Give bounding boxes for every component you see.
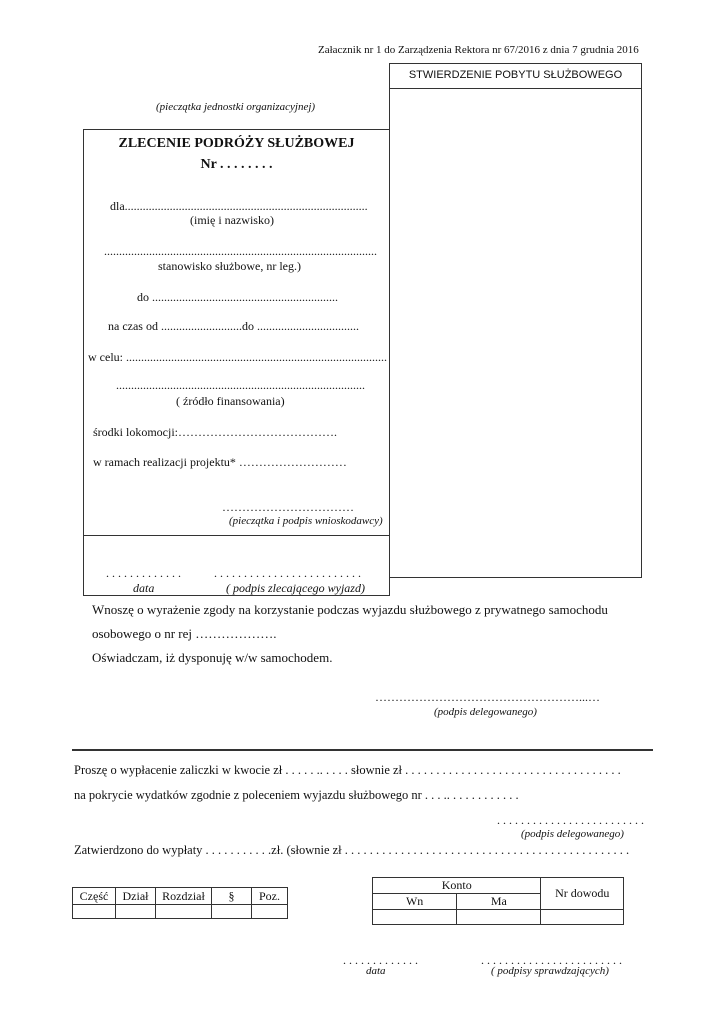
- order-date-caption: data: [133, 581, 155, 595]
- delegate-signature-field[interactable]: ……………………………………………...…: [375, 690, 600, 704]
- issuer-signature-caption: ( podpis zlecającego wyjazd): [226, 581, 365, 595]
- table-cell-division[interactable]: [116, 905, 156, 919]
- table-cell-chapter[interactable]: [156, 905, 212, 919]
- table-cell-item[interactable]: [252, 905, 288, 919]
- position-field[interactable]: ...........................................................................................: [104, 244, 377, 258]
- divider: [389, 88, 642, 89]
- project-field[interactable]: w ramach realizacji projektu* ………………………: [93, 455, 347, 469]
- table-cell-part[interactable]: [73, 905, 116, 919]
- stamp-label: (pieczątka jednostki organizacyjnej): [156, 101, 316, 113]
- applicant-signature-caption: (pieczątka i podpis wnioskodawcy): [229, 515, 383, 527]
- stay-confirmation-box: [389, 63, 642, 578]
- table-cell-paragraph[interactable]: [212, 905, 252, 919]
- traveler-name-field[interactable]: dla.................................................................................: [110, 199, 368, 213]
- funding-field[interactable]: ...................................................................................: [116, 378, 365, 392]
- delegate-signature-caption: (podpis delegowanego): [434, 706, 537, 718]
- consent-line-1: Wnoszę o wyrażenie zgody na korzystanie podczas wyjazdu służbowego z prywatnego samochodu: [92, 602, 608, 617]
- vehicle-registration-field[interactable]: osobowego o nr rej ……………….: [92, 626, 277, 641]
- check-date-field[interactable]: . . . . . . . . . . . . .: [343, 953, 418, 967]
- credit-header: Ma: [457, 894, 541, 910]
- checkers-signature-caption: ( podpisy sprawdzających): [491, 965, 609, 977]
- account-table: [372, 877, 624, 925]
- debit-header: Wn: [373, 894, 457, 910]
- table-header-item: Poz.: [252, 888, 288, 905]
- position-caption: stanowisko służbowe, nr leg.): [158, 259, 301, 273]
- table-header-division: Dział: [116, 888, 156, 905]
- document-number-cell[interactable]: [541, 910, 624, 925]
- order-title: ZLECENIE PODRÓŻY SŁUŻBOWEJ: [118, 136, 355, 151]
- konto-header: Konto: [373, 878, 541, 894]
- consent-statement: Oświadczam, iż dysponuję w/w samochodem.: [92, 650, 333, 665]
- transport-field[interactable]: środki lokomocji:………………………………….: [93, 425, 337, 439]
- credit-cell[interactable]: [457, 910, 541, 925]
- debit-cell[interactable]: [373, 910, 457, 925]
- purpose-field[interactable]: w celu: .......................................................................................: [88, 350, 387, 364]
- annex-header: Załacznik nr 1 do Zarządzenia Rektora nr 67/2016 z dnia 7 grudnia 2016: [318, 44, 639, 56]
- budget-classification-table: [72, 887, 288, 919]
- stay-confirmation-title: STWIERDZENIE POBYTU SŁUŻBOWEGO: [408, 69, 623, 81]
- document-number-header: Nr dowodu: [541, 878, 624, 910]
- funding-caption: ( źródło finansowania): [176, 394, 285, 408]
- checkers-signature-field[interactable]: . . . . . . . . . . . . . . . . . . . . . . . .: [481, 953, 622, 967]
- divider: [83, 535, 390, 536]
- table-header-paragraph: §: [212, 888, 252, 905]
- destination-field[interactable]: do ..............................................................: [137, 290, 338, 304]
- check-date-caption: data: [366, 965, 386, 977]
- issuer-signature-field[interactable]: . . . . . . . . . . . . . . . . . . . . . . . . .: [214, 566, 361, 580]
- payment-approval-field[interactable]: Zatwierdzono do wypłaty . . . . . . . . . . .zł. (słownie zł . . . . . . . . . . . . . . . . . . . . . . . . . . . . . . . . . . . . . . . . . . . . . .: [74, 843, 630, 857]
- table-header-chapter: Rozdział: [156, 888, 212, 905]
- order-date-field[interactable]: . . . . . . . . . . . . .: [106, 566, 181, 580]
- applicant-signature-field[interactable]: ……………………………: [222, 500, 354, 514]
- period-field[interactable]: na czas od ...........................do ..................................: [108, 319, 359, 333]
- traveler-name-caption: (imię i nazwisko): [190, 213, 274, 227]
- section-separator: [72, 749, 653, 751]
- advance-purpose-field[interactable]: na pokrycie wydatków zgodnie z poleceniem wyjazdu służbowego nr . . . .. . . . . . . . . . . .: [74, 788, 519, 802]
- advance-signature-field[interactable]: . . . . . . . . . . . . . . . . . . . . . . . . .: [497, 813, 644, 827]
- table-header-part: Część: [73, 888, 116, 905]
- order-number: Nr . . . . . . . .: [200, 157, 273, 172]
- advance-request-field[interactable]: Proszę o wypłacenie zaliczki w kwocie zł . . . . . .. . . . . słownie zł . . . . . . . . . . . . . . . . . . . . . . . . . . . . . . . . . . .: [74, 763, 621, 777]
- advance-signature-caption: (podpis delegowanego): [521, 828, 624, 840]
